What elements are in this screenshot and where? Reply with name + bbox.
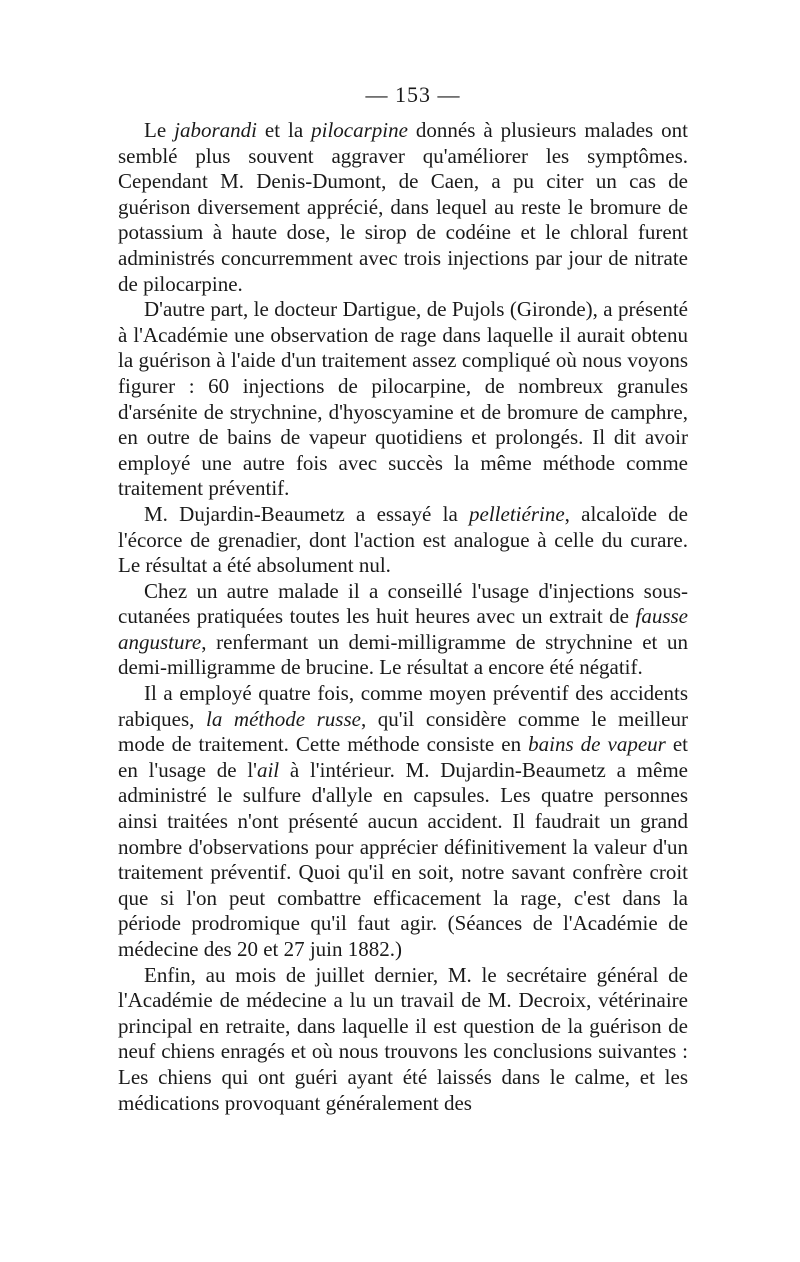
paragraph [118,297,688,502]
italic-text: pilocarpine [311,118,408,142]
text-segment: à l'intérieur. M. Dujardin-Beaumetz a même administré le sulfure d'allyle en capsules. Les quatre personnes ainsi traitées n'ont présenté aucun accident. Il faudrait un grand nombre d'observations pour apprécier définitivement la valeur d'un traitement préventif. Quoi qu'il en soit, notre savant confrère croit que si l'on peut combattre efficacement la rage, c'est dans la période prodromique qu'il faut agir. (Séances de l'Académie de médecine des 20 et 27 juin 1882.) [118,757,688,961]
text-segment: donnés à plusieurs malades ont semblé plus souvent aggraver qu'améliorer les symptômes. Cependant M. Denis-Dumont, de Caen, a pu citer un cas de guérison diversement apprécié, dans lequel au reste le bromure de potassium à haute dose, le sirop de codéine et le chloral furent administrés concurremment avec trois injections par jour de nitrate de pilocarpine. [118,118,688,296]
text-segment: Chez un autre malade il a conseillé l'usage d'injections sous-cutanées pratiquées toutes les huit heures avec un extrait de [118,578,688,629]
document-page [118,82,688,1116]
body-text [118,118,688,1116]
text-segment: et la [256,118,312,142]
paragraph [118,579,688,681]
text-segment: , qu'il considère comme le meilleur mode de traitement. Cette méthode consiste en [118,706,688,757]
italic-text: la méthode russe [205,706,361,731]
paragraph [118,681,688,963]
text-segment: D'autre part, le docteur Dartigue, de Pujols (Gironde), a présenté à l'Académie une observation de rage dans laquelle il aurait obtenu la guérison à l'aide d'un traitement assez compliqué où nous voyons figurer : 60 injections de pilocarpine, de nombreux granules d'arsénite de strychnine, d'hyoscyamine et de bromure de camphre, en outre de bains de vapeur quotidiens et prolongés. Il dit avoir employé une autre fois avec succès la même méthode comme traitement préventif. [118,297,688,501]
italic-text: jaborandi [174,118,257,142]
paragraph [118,118,688,297]
text-segment: Il a employé quatre fois, comme moyen préventif des accidents rabiques, [118,681,688,731]
text-segment: , renfermant un demi-milligramme de strychnine et un demi-milligramme de brucine. Le résultat a encore été négatif. [118,629,688,680]
italic-text: bains de vapeur [528,732,666,757]
text-segment: Enfin, au mois de juillet dernier, M. le secrétaire général de l'Académie de médecine a lu un travail de M. Decroix, vétérinaire principal en retraite, dans laquelle il est question de la guérison de neuf chiens enragés et où nous trouvons les conclusions suivantes : Les chiens qui ont guéri ayant été laissés dans le calme, et les médications provoquant généralement des [118,962,688,1115]
text-segment: , alcaloïde de l'écorce de grenadier, dont l'action est analogue à celle du curare. Le résultat a été absolument nul. [118,501,688,578]
paragraph [118,502,688,579]
paragraph [118,963,688,1117]
italic-text: ail [256,757,280,782]
page-number: — 153 — [365,82,461,107]
text-segment: et en l'usage de l' [118,732,688,782]
text-segment: M. Dujardin-Beaumetz a essayé la [144,501,470,526]
italic-text: fausse angusture [118,604,688,654]
italic-text: pelletiérine [469,501,565,526]
text-segment: Le [144,118,175,142]
